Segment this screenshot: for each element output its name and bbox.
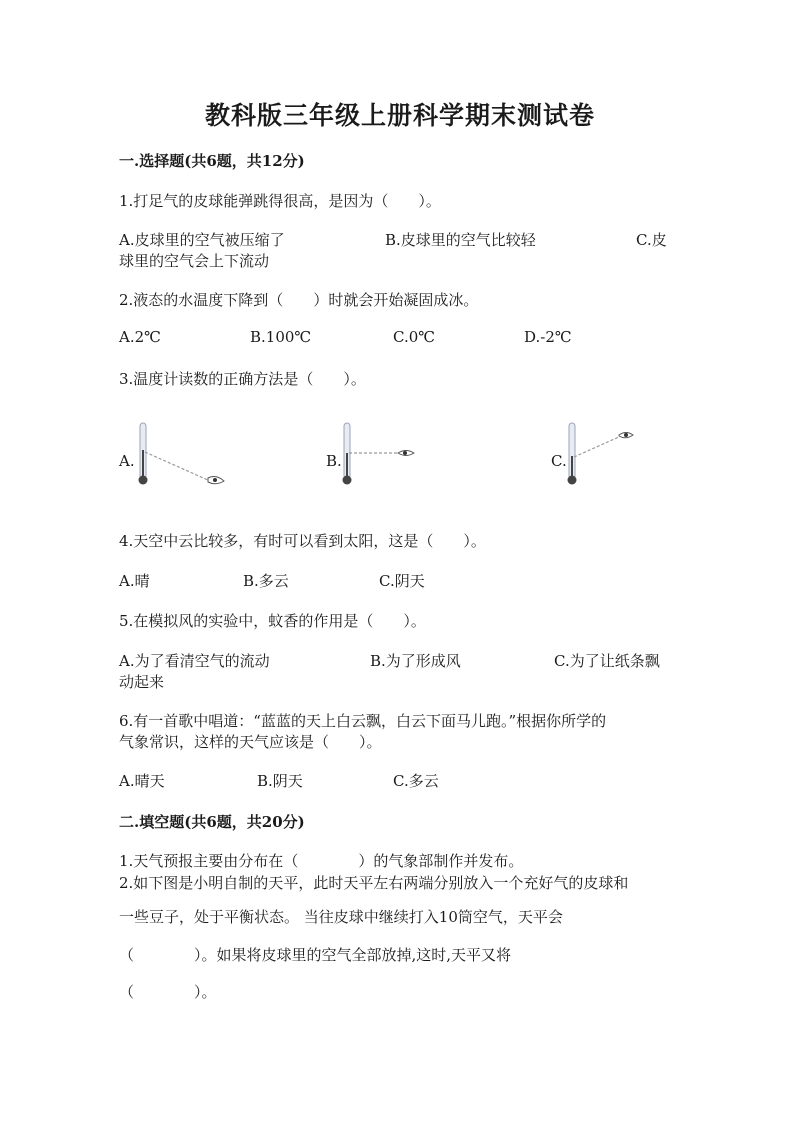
thermometer-reading-figure-c [565, 420, 665, 490]
question-2-option-a: A.2℃ [119, 328, 161, 346]
question-2-option-d: D.-2℃ [524, 328, 572, 346]
question-3-option-c: C. [551, 452, 567, 470]
eye-icon [619, 433, 633, 438]
question-6-option-a: A.晴天 [119, 772, 165, 790]
question-3-stem: 3.温度计读数的正确方法是（ ）。 [119, 370, 366, 388]
question-6-option-c: C.多云 [393, 772, 439, 790]
question-5-option-a: A.为了看清空气的流动 [119, 652, 270, 670]
question-6-stem-line1: 6.有一首歌中唱道：“蓝蓝的天上白云飘，白云下面马儿跑。”根据你所学的 [119, 712, 607, 730]
fill-question-2-line4: （ ）。 [119, 983, 217, 1001]
thermometer-bulb [343, 476, 352, 485]
sight-line [574, 436, 621, 457]
question-2-stem: 2.液态的水温度下降到（ ）时就会开始凝固成冰。 [119, 291, 479, 309]
question-6-option-b: B.阴天 [257, 772, 303, 790]
thermometer-reading-figure-a [134, 420, 234, 490]
question-3-option-a: A. [119, 452, 135, 470]
question-2-option-c: C.0℃ [393, 328, 436, 346]
question-1-option-c-cont: 球里的空气会上下流动 [119, 252, 270, 270]
question-2-option-b: B.100℃ [250, 328, 312, 346]
section-heading-fill-blank: 二.填空题(共6题，共20分) [119, 813, 305, 831]
fill-question-2-line3: （ ）。如果将皮球里的空气全部放掉,这时,天平又将 [119, 946, 512, 964]
thermometer-bulb [568, 476, 577, 485]
question-1-option-b: B.皮球里的空气比较轻 [385, 231, 536, 249]
question-4-stem: 4.天空中云比较多，有时可以看到太阳，这是（ ）。 [119, 532, 486, 550]
page-title: 教科版三年级上册科学期末测试卷 [204, 101, 595, 130]
fill-question-1: 1.天气预报主要由分布在（ ）的气象部制作并发布。 [119, 852, 524, 870]
question-3-option-b: B. [326, 452, 342, 470]
question-4-option-b: B.多云 [243, 572, 289, 590]
question-4-option-c: C.阴天 [379, 572, 425, 590]
question-1-option-c: C.皮 [636, 231, 667, 249]
fill-question-2-line1: 2.如下图是小明自制的天平，此时天平左右两端分别放入一个充好气的皮球和 [119, 874, 629, 892]
fill-question-2-line2: 一些豆子，处于平衡状态。 当往皮球中继续打入10筒空气，天平会 [119, 908, 563, 926]
thermometer-bulb [139, 476, 148, 485]
question-1-option-a: A.皮球里的空气被压缩了 [119, 231, 285, 249]
question-1-stem: 1.打足气的皮球能弹跳得很高，是因为（ ）。 [119, 192, 441, 210]
eye-icon [398, 451, 414, 456]
section-heading-choice: 一.选择题(共6题，共12分) [119, 152, 305, 170]
question-5-option-c: C.为了让纸条飘 [554, 652, 660, 670]
thermometer-reading-figure-b [338, 420, 438, 490]
eye-icon [208, 477, 224, 484]
sight-line [145, 452, 210, 481]
question-5-stem: 5.在模拟风的实验中，蚊香的作用是（ ）。 [119, 612, 426, 630]
question-4-option-a: A.晴 [119, 572, 150, 590]
question-5-option-c-cont: 动起来 [119, 673, 165, 691]
question-5-option-b: B.为了形成风 [370, 652, 461, 670]
question-6-stem-line2: 气象常识，这样的天气应该是（ ）。 [119, 733, 382, 751]
